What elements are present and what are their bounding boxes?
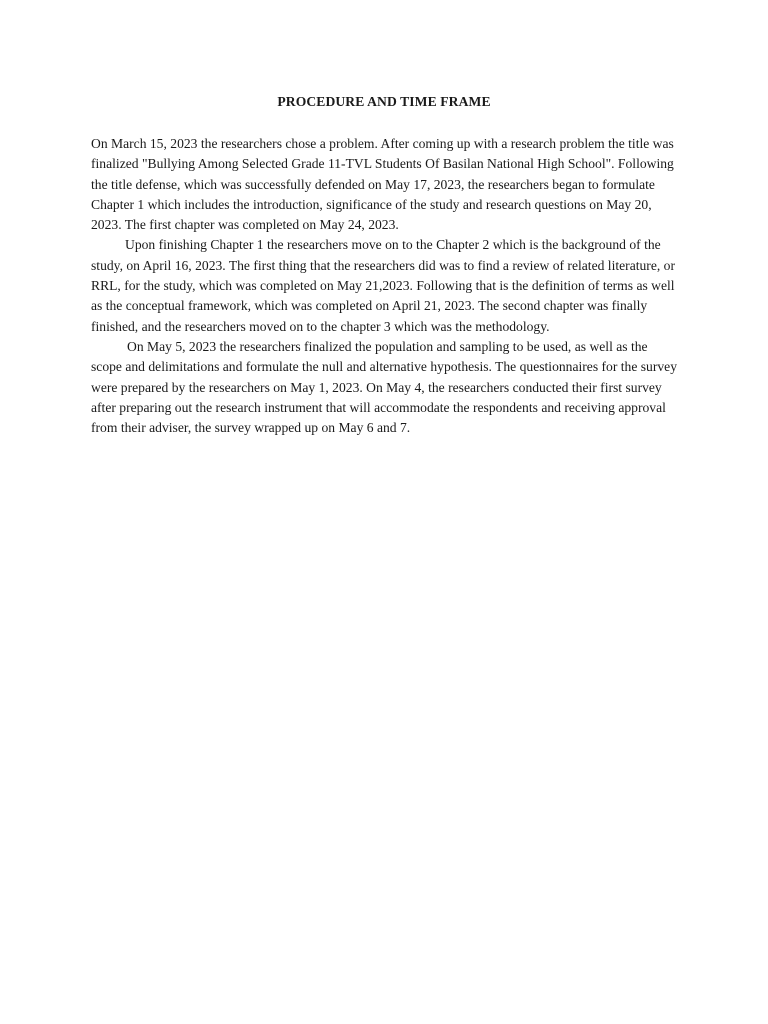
- paragraph-3: On May 5, 2023 the researchers finalized the population and sampling to be used, as well as the scope and delimitations and formulate the null and alternative hypothesis. The questionnaires for the survey were prepared by the researchers on May 1, 2023. On May 4, the researchers conducted their first survey after preparing out the research instrument that will accommodate the respondents and receiving approval from their adviser, the survey wrapped up on May 6 and 7.: [91, 338, 678, 436]
- paragraph-1: On March 15, 2023 the researchers chose a problem. After coming up with a research problem the title was finalized "Bullying Among Selected Grade 11-TVL Students Of Basilan National High School". Following the title defense, which was successfully defended on May 17, 2023, the researchers began to formulate Chapter 1 which includes the introduction, significance of the study and research questions on May 20, 2023. The first chapter was completed on May 24, 2023.: [91, 136, 674, 233]
- page-title: PROCEDURE AND TIME FRAME: [277, 94, 491, 109]
- paragraph-2: Upon finishing Chapter 1 the researchers move on to the Chapter 2 which is the background of the study, on April 16, 2023. The first thing that the researchers did was to find a review of related literature, or RRL, for the study, which was completed on May 21,2023. Following that is the definition of terms as well as the conceptual framework, which was completed on April 21, 2023. The second chapter was finally finished, and the researchers moved on to the chapter 3 which was the methodology.: [91, 237, 675, 334]
- document-body: [91, 134, 681, 438]
